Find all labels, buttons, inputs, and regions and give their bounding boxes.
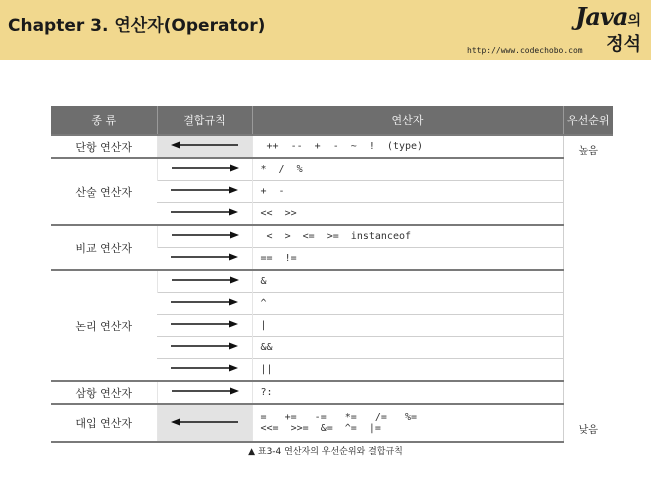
arrow-right-icon xyxy=(170,163,240,173)
brand-jeongseok: 정석 xyxy=(606,34,641,55)
arrow-left-icon xyxy=(170,140,240,150)
table-caption: ▲ 표3-4 연산자의 우선순위와 결합규칙 xyxy=(248,447,403,457)
operators-cell: << >> xyxy=(252,203,563,226)
operators-cell: ^ xyxy=(252,293,563,315)
arrow-right-icon xyxy=(169,252,239,262)
operators-cell: | xyxy=(252,315,563,337)
operator-precedence-table xyxy=(51,106,613,443)
associativity-cell xyxy=(157,158,252,181)
operators-cell: * / % xyxy=(252,158,563,181)
associativity-cell xyxy=(157,181,252,203)
operators-cell: < > <= >= instanceof xyxy=(252,225,563,248)
associativity-cell xyxy=(157,381,252,404)
operator-category: 비교 연산자 xyxy=(51,225,157,270)
arrow-right-icon xyxy=(170,275,240,285)
operators-cell: ++ -- + - ~ ! (type) xyxy=(252,135,563,158)
priority-column xyxy=(563,135,613,442)
brand-java: Java xyxy=(575,2,628,31)
table-row xyxy=(51,404,613,442)
header-associativity: 결합규칙 xyxy=(157,106,252,135)
table-row xyxy=(51,135,613,158)
arrow-right-icon xyxy=(169,297,239,307)
associativity-cell xyxy=(157,404,252,442)
operators-cell: = += -= *= /= %= <<= >>= &= ^= |= xyxy=(252,404,563,442)
associativity-cell xyxy=(157,135,252,158)
arrow-right-icon xyxy=(169,319,239,329)
table-row xyxy=(51,158,613,181)
associativity-cell xyxy=(157,225,252,248)
priority-low: 낮음 xyxy=(578,425,598,436)
table-row xyxy=(51,270,613,293)
operators-cell: ?: xyxy=(252,381,563,404)
header-category: 종 류 xyxy=(51,106,157,135)
associativity-cell xyxy=(157,203,252,226)
arrow-right-icon xyxy=(170,386,240,396)
operator-category: 삼항 연산자 xyxy=(51,381,157,404)
associativity-cell xyxy=(157,359,252,382)
arrow-right-icon xyxy=(169,341,239,351)
operator-category: 산술 연산자 xyxy=(51,158,157,225)
operator-table-wrap xyxy=(51,106,613,435)
brand-logo xyxy=(575,2,641,31)
operator-category: 대입 연산자 xyxy=(51,404,157,442)
brand-ui: 의 xyxy=(627,13,641,29)
priority-high: 높음 xyxy=(578,146,598,157)
associativity-cell xyxy=(157,293,252,315)
header-operators: 연산자 xyxy=(252,106,563,135)
arrow-right-icon xyxy=(169,363,239,373)
operators-cell: == != xyxy=(252,248,563,271)
associativity-cell xyxy=(157,337,252,359)
operators-cell: + - xyxy=(252,181,563,203)
operators-cell: || xyxy=(252,359,563,382)
website-url: http://www.codechobo.com xyxy=(467,46,583,55)
associativity-cell xyxy=(157,315,252,337)
arrow-left-icon xyxy=(170,417,240,427)
operator-category: 단항 연산자 xyxy=(51,135,157,158)
operators-cell: & xyxy=(252,270,563,293)
arrow-right-icon xyxy=(169,185,239,195)
chapter-title: Chapter 3. 연산자(Operator) xyxy=(8,16,266,36)
arrow-right-icon xyxy=(169,207,239,217)
operators-cell: && xyxy=(252,337,563,359)
table-row xyxy=(51,225,613,248)
header-banner xyxy=(0,0,651,60)
operator-category: 논리 연산자 xyxy=(51,270,157,381)
header-priority: 우선순위 xyxy=(563,106,613,135)
arrow-right-icon xyxy=(170,230,240,240)
associativity-cell xyxy=(157,270,252,293)
table-body xyxy=(51,135,613,442)
table-header-row xyxy=(51,106,613,135)
associativity-cell xyxy=(157,248,252,271)
table-row xyxy=(51,381,613,404)
